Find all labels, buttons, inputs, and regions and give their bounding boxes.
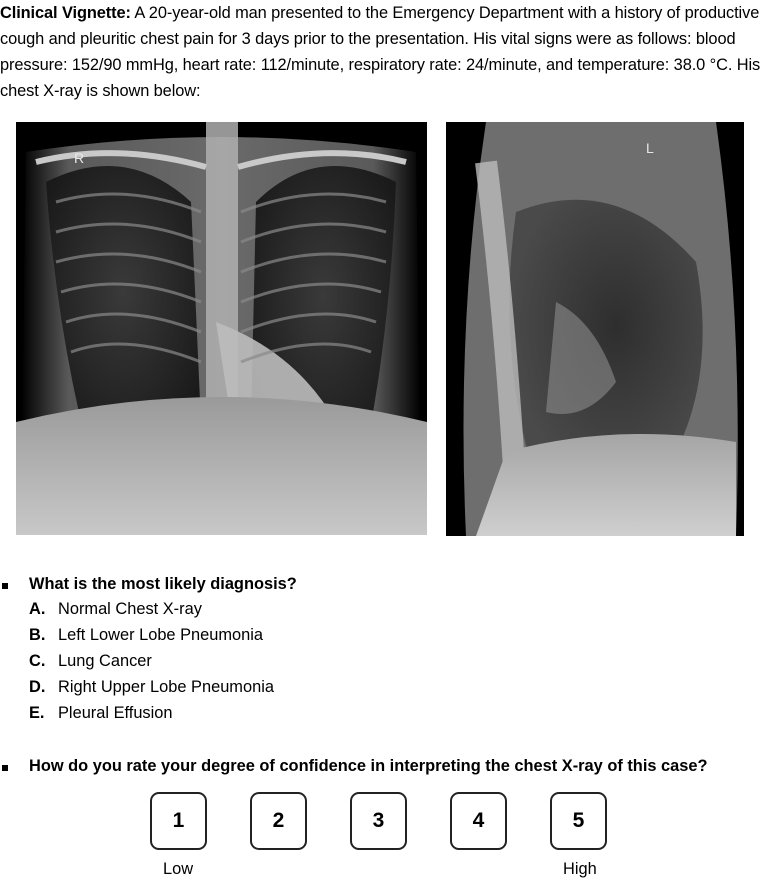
rating-button-2[interactable]: 2 xyxy=(250,792,307,850)
option-b[interactable] xyxy=(29,626,263,652)
option-label: Pleural Effusion xyxy=(58,704,173,722)
xray-side-marker-l: L xyxy=(646,140,654,156)
scale-low-label: Low xyxy=(163,860,194,878)
vignette-text: A 20-year-old man presented to the Emergency Department with a history of productive cough and pleuritic chest pain for 3 days prior to the presentation. His vital signs were as follows: blood pressure: 152/90 mmHg, heart rate: 112/minute, respiratory rate: 24/minute, and temperature: 38.0 °C. His chest X-ray is shown below: xyxy=(0,4,761,100)
option-label: Lung Cancer xyxy=(58,652,152,670)
rating-button-4[interactable]: 4 xyxy=(450,792,507,850)
chest-xray-pa-image xyxy=(16,122,427,535)
option-label: Normal Chest X-ray xyxy=(58,600,202,618)
scale-high-label: High xyxy=(563,860,597,878)
xray-side-marker-r: R xyxy=(74,150,85,166)
option-label: Right Upper Lobe Pneumonia xyxy=(58,678,274,696)
option-c[interactable] xyxy=(29,652,152,678)
rating-button-5[interactable]: 5 xyxy=(550,792,607,850)
option-a[interactable] xyxy=(29,600,202,626)
option-label: Left Lower Lobe Pneumonia xyxy=(58,626,264,644)
option-letter: D. xyxy=(29,678,46,696)
option-letter: C. xyxy=(29,652,46,670)
option-e[interactable] xyxy=(29,704,173,730)
option-letter: A. xyxy=(29,600,46,618)
question-text: What is the most likely diagnosis? xyxy=(29,575,297,593)
bullet-icon xyxy=(2,765,8,771)
rating-button-3[interactable]: 3 xyxy=(350,792,407,850)
option-letter: B. xyxy=(29,626,46,644)
bullet-icon xyxy=(2,583,8,589)
option-d[interactable] xyxy=(29,678,274,704)
question-text: How do you rate your degree of confidence in interpreting the chest X-ray of this case? xyxy=(29,757,708,775)
chest-xray-lateral-image xyxy=(446,122,744,536)
vignette-label: Clinical Vignette: xyxy=(0,4,131,22)
rating-button-1[interactable]: 1 xyxy=(150,792,207,850)
clinical-vignette xyxy=(0,0,765,104)
option-letter: E. xyxy=(29,704,45,722)
